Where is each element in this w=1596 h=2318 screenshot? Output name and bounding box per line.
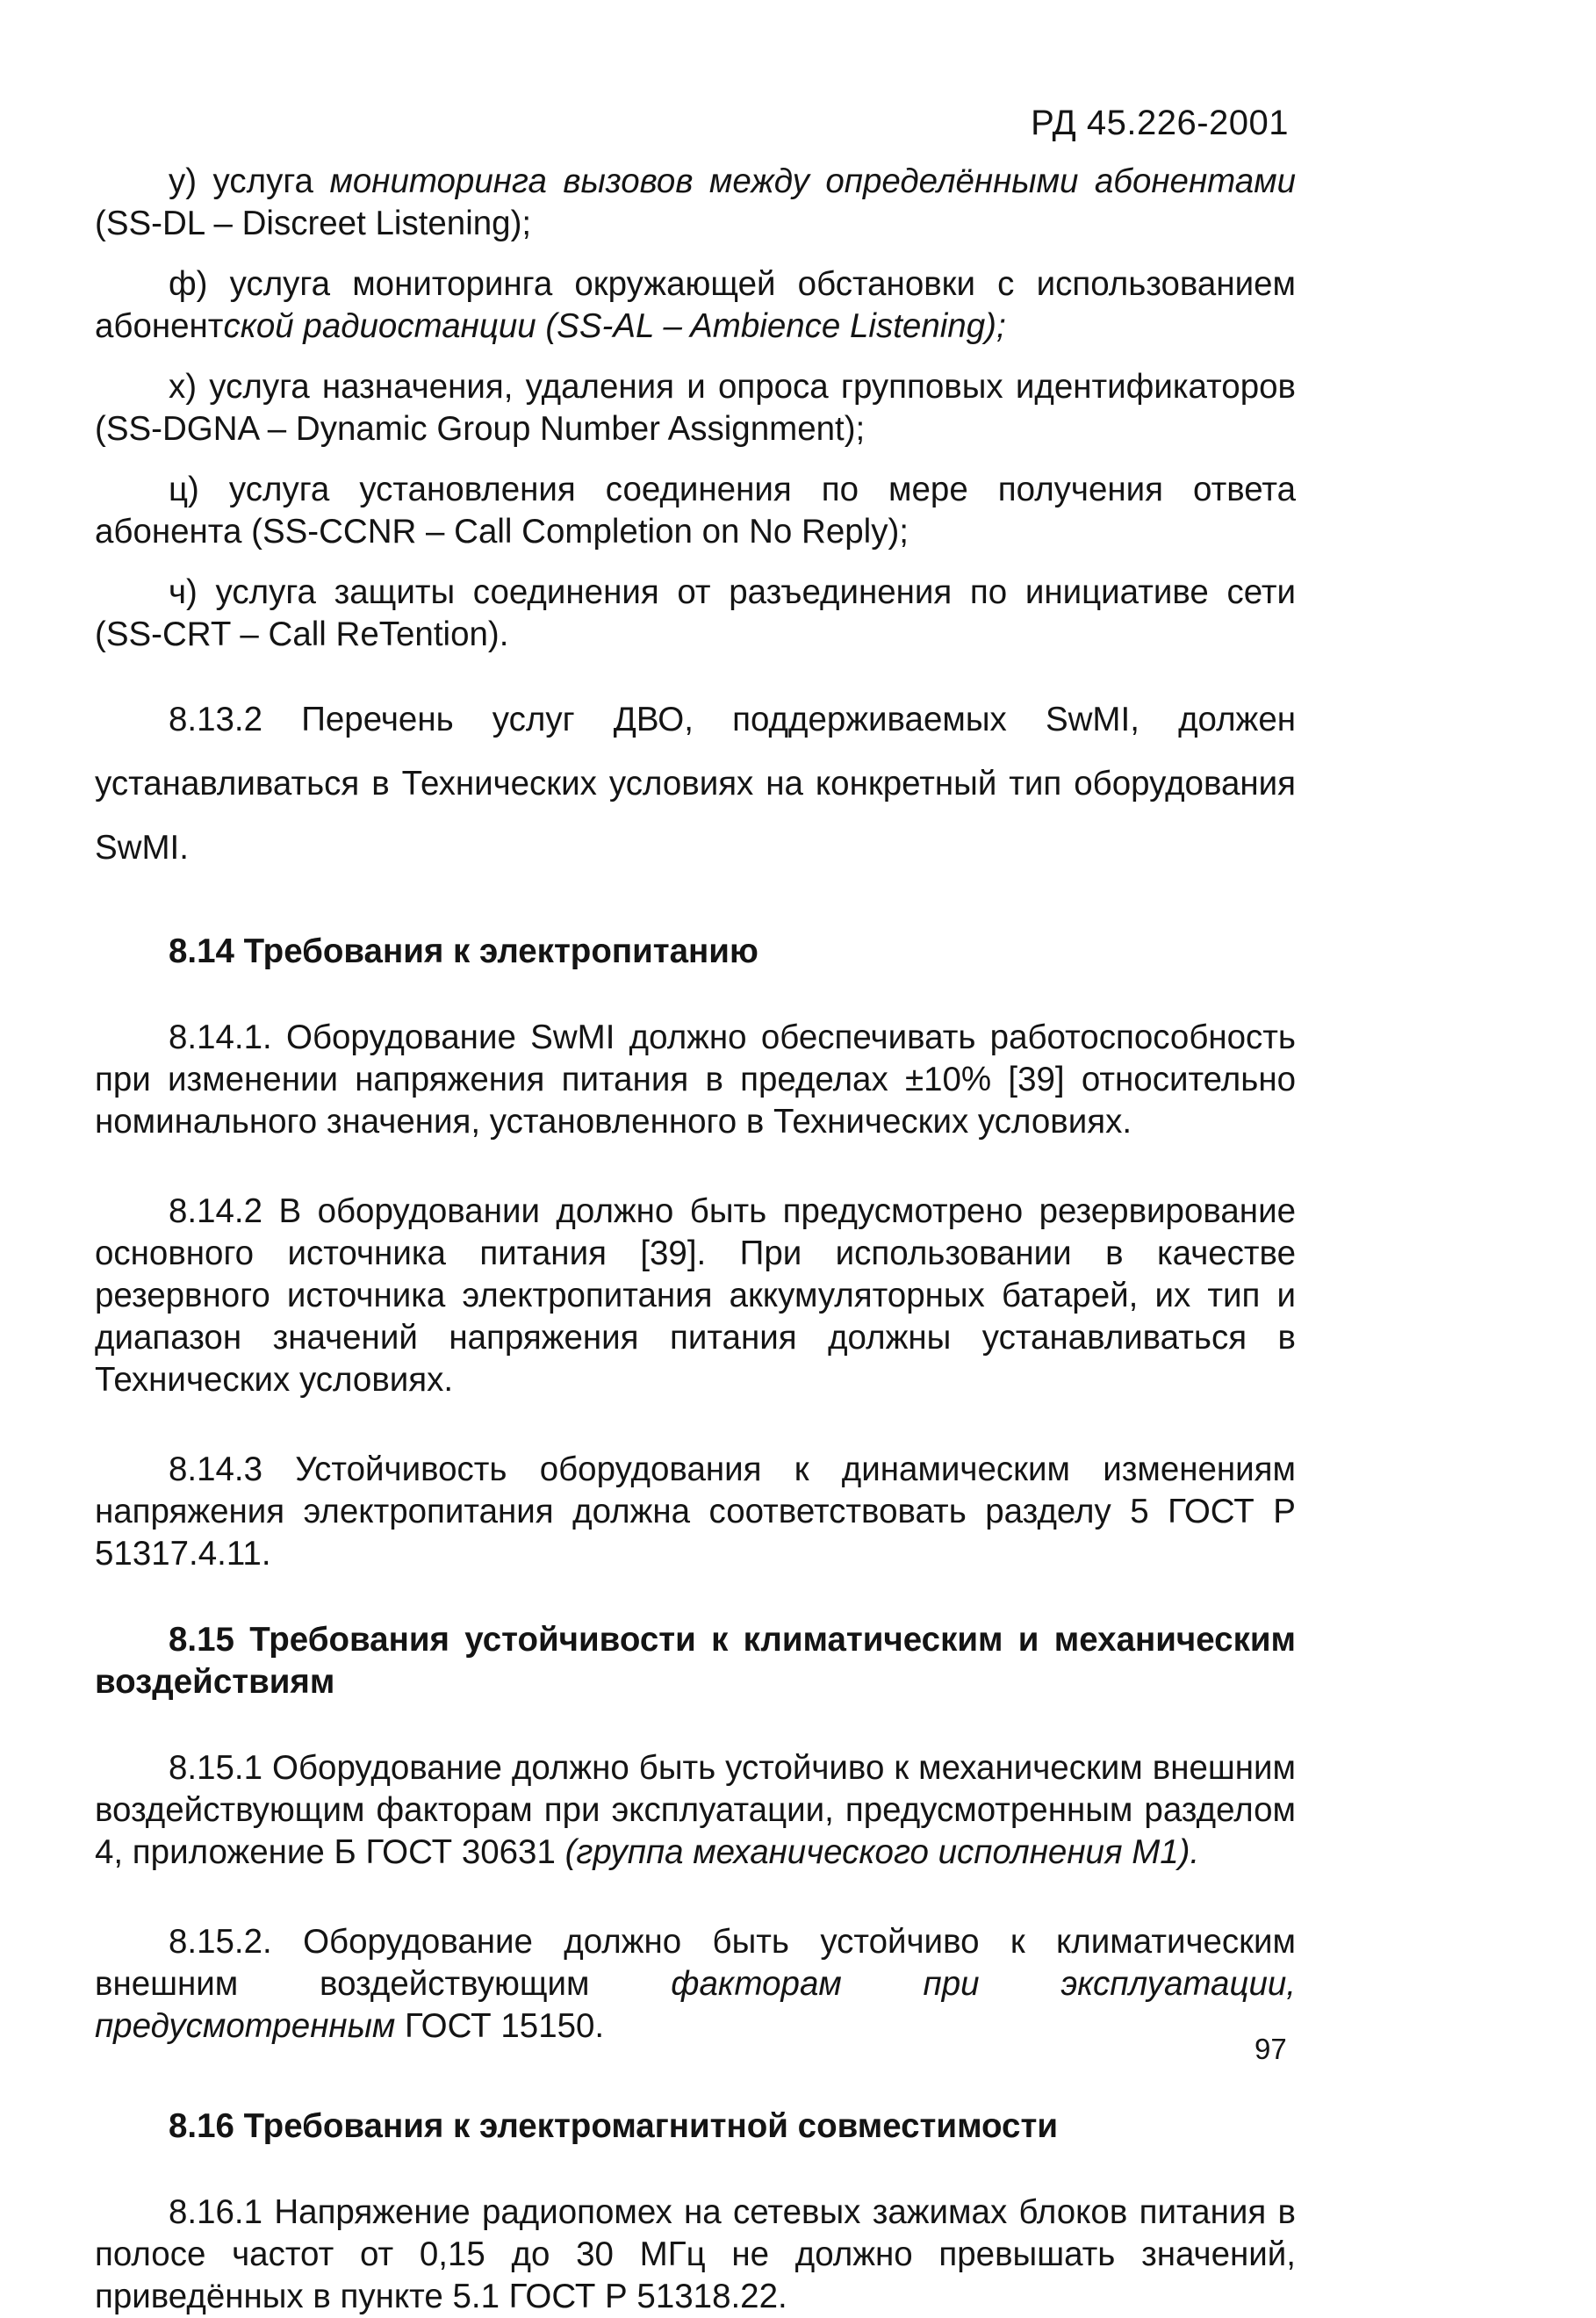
- list-item-ch: ч) услуга защиты соединения от разъединения по инициативе сети (SS-CRT – Call ReTention).: [95, 573, 1296, 653]
- list-item-y-tail: (SS-DL – Discreet Listening);: [95, 205, 532, 242]
- list-item-h: х) услуга назначения, удаления и опроса групповых идентификаторов (SS-DGNA – Dynamic Group Number Assignment);: [95, 368, 1296, 448]
- list-item-y-text: у) услуга: [169, 162, 330, 200]
- list-item-f-italic: ской радиостанции (SS-AL – Ambience Listening);: [223, 307, 1006, 345]
- paragraph-8-15-2: [95, 1921, 1296, 2048]
- list-item-c: ц) услуга установления соединения по мере получения ответа абонента (SS-CCNR – Call Completion on No Reply);: [95, 471, 1296, 551]
- section-heading-8-15: 8.15 Требования устойчивости к климатическим и механическим воздействиям: [95, 1621, 1296, 1701]
- paragraph-8-14-3: 8.14.3 Устойчивость оборудования к динамическим изменениям напряжения электропитания должна соответствовать разделу 5 ГОСТ Р 51317.4.11.: [95, 1451, 1296, 1573]
- document-body: [95, 161, 1296, 2318]
- document-code-header: РД 45.226-2001: [1031, 104, 1289, 142]
- list-item-f-text: ф) услуга мониторинга окружающей обстановки с использованием абонент: [95, 265, 1296, 345]
- paragraph-8-15-2-tail: ГОСТ 15150.: [395, 2007, 605, 2045]
- paragraph-8-15-1-italic: (группа механического исполнения М1).: [564, 1833, 1200, 1871]
- section-heading-8-16: 8.16 Требования к электромагнитной совместимости: [169, 2107, 1058, 2145]
- paragraph-8-14-1: 8.14.1. Оборудование SwMI должно обеспечивать работоспособность при изменении напряжения питания в пределах ±10% [39] относительно номинального значения, установленного в Технических условиях.: [95, 1019, 1296, 1141]
- paragraph-8-15-2-text: 8.15.2. Оборудование должно быть устойчиво к климатическим внешним воздействующим: [95, 1923, 1296, 2003]
- paragraph-8-13-2: 8.13.2 Перечень услуг ДВО, поддерживаемых SwMI, должен устанавливаться в Технических условиях на конкретный тип оборудования SwMI.: [95, 701, 1296, 867]
- list-item-y: [95, 161, 1296, 245]
- paragraph-8-15-2-italic: факторам при эксплуатации, предусмотренным: [95, 1965, 1296, 2045]
- section-heading-8-14: 8.14 Требования к электропитанию: [169, 932, 758, 970]
- paragraph-8-15-1-text: 8.15.1 Оборудование должно быть устойчиво к механическим внешним воздействующим факторам при эксплуатации, предусмотренным разделом 4, приложение Б ГОСТ 30631: [95, 1749, 1296, 1871]
- list-item-f: [95, 263, 1296, 348]
- paragraph-8-14-2: 8.14.2 В оборудовании должно быть предусмотрено резервирование основного источника питания [39]. При использовании в качестве резервного источника электропитания аккумуляторных батарей, их тип и диапазон значений напряжения питания должны устанавливаться в Технических условиях.: [95, 1192, 1296, 1399]
- paragraph-8-15-1: [95, 1747, 1296, 1874]
- paragraph-8-16-1: 8.16.1 Напряжение радиопомех на сетевых зажимах блоков питания в полосе частот от 0,15 до 30 МГц не должно превышать значений, приведённых в пункте 5.1 ГОСТ Р 51318.22.: [95, 2193, 1296, 2315]
- page-number: 97: [1255, 2033, 1287, 2065]
- list-item-y-italic: мониторинга вызовов между определёнными абонентами: [329, 162, 1297, 200]
